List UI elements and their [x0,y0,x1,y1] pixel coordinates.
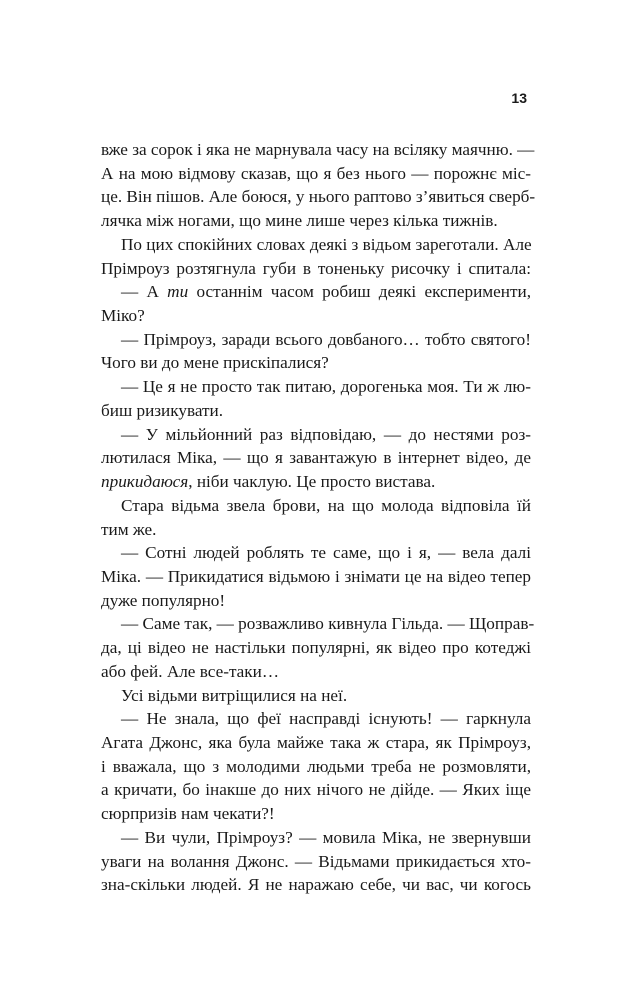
text-line [101,470,531,494]
text-line: Міка. — Прикидатися відьмою і знімати це на відео тепер [101,566,531,586]
text-line [101,280,531,304]
text-line: вже за сорок і яка не марнувала часу на всіляку маячню. — [101,140,535,159]
text-line: зна-скільки людей. Я не наражаю себе, чи вас, чи когось [101,875,531,895]
page-number: 13 [511,90,527,106]
text-line: Міко? [101,306,145,326]
text-line: лячка між ногами, що мине лише через кілька тижнів. [101,211,498,231]
text-line: — Ви чули, Прімроуз? — мовила Міка, не звернувши [121,827,531,847]
text-line: або фей. Але все-таки… [101,661,280,681]
text-line: — Саме так, — розважливо кивнула Гільда. — Щоправ- [121,614,535,634]
text-line: Усі відьми витріщилися на неї. [121,685,348,705]
text-segment: , ніби чаклую. Це просто вистава. [188,472,436,492]
text-line: По цих спокійних словах деякі з відьом зареготали. Але [121,234,532,254]
text-line: — Не знала, що феї насправді існують! — гаркнула [121,709,531,729]
text-line: це. Він пішов. Але боюся, у нього раптово з’явиться сверб- [101,187,536,207]
text-line: тим же. [101,519,157,539]
text-line: — Це я не просто так питаю, дорогенька моя. Ти ж лю- [121,377,531,397]
italic-word: прикидаюся [101,472,189,492]
text-segment: останнім часом робиш деякі експерименти, [188,282,531,302]
text-line: — Сотні людей роблять те саме, що і я, — вела далі [121,543,531,563]
text-line: а кричати, бо інакше до них нічого не дійде. — Яких іще [101,780,531,800]
text-line: і вважала, що з молодими людьми треба не розмовляти, [101,756,531,776]
text-line: А на мою відмову сказав, що я без нього — порожнє міс- [101,163,531,183]
text-line: Прімроуз розтягнула губи в тоненьку рисочку і спитала: [101,258,531,278]
text-line: — У мільйонний раз відповідаю, — до нестями роз- [121,424,531,444]
text-line: Агата Джонс, яка була майже така ж стара, як Прімроуз, [101,732,531,752]
text-segment: — А [121,282,168,302]
text-line: Стара відьма звела брови, на що молода відповіла їй [121,495,531,515]
italic-word: ти [167,282,189,302]
text-line: — Прімроуз, заради всього довбаного… тобто святого! [121,329,531,349]
text-line: сюрпризів нам чекати?! [101,804,275,824]
text-line: уваги на волання Джонс. — Відьмами прикидається хто- [101,851,531,871]
text-line: биш ризикувати. [101,400,224,420]
text-line: да, ці відео не настільки популярні, як відео про котеджі [101,638,531,658]
text-line: дуже популярно! [101,590,226,610]
body-text [101,138,536,897]
text-line: Чого ви до мене прискіпалися? [101,353,329,373]
text-line: лютилася Міка, — що я завантажую в інтернет відео, де [101,448,531,468]
